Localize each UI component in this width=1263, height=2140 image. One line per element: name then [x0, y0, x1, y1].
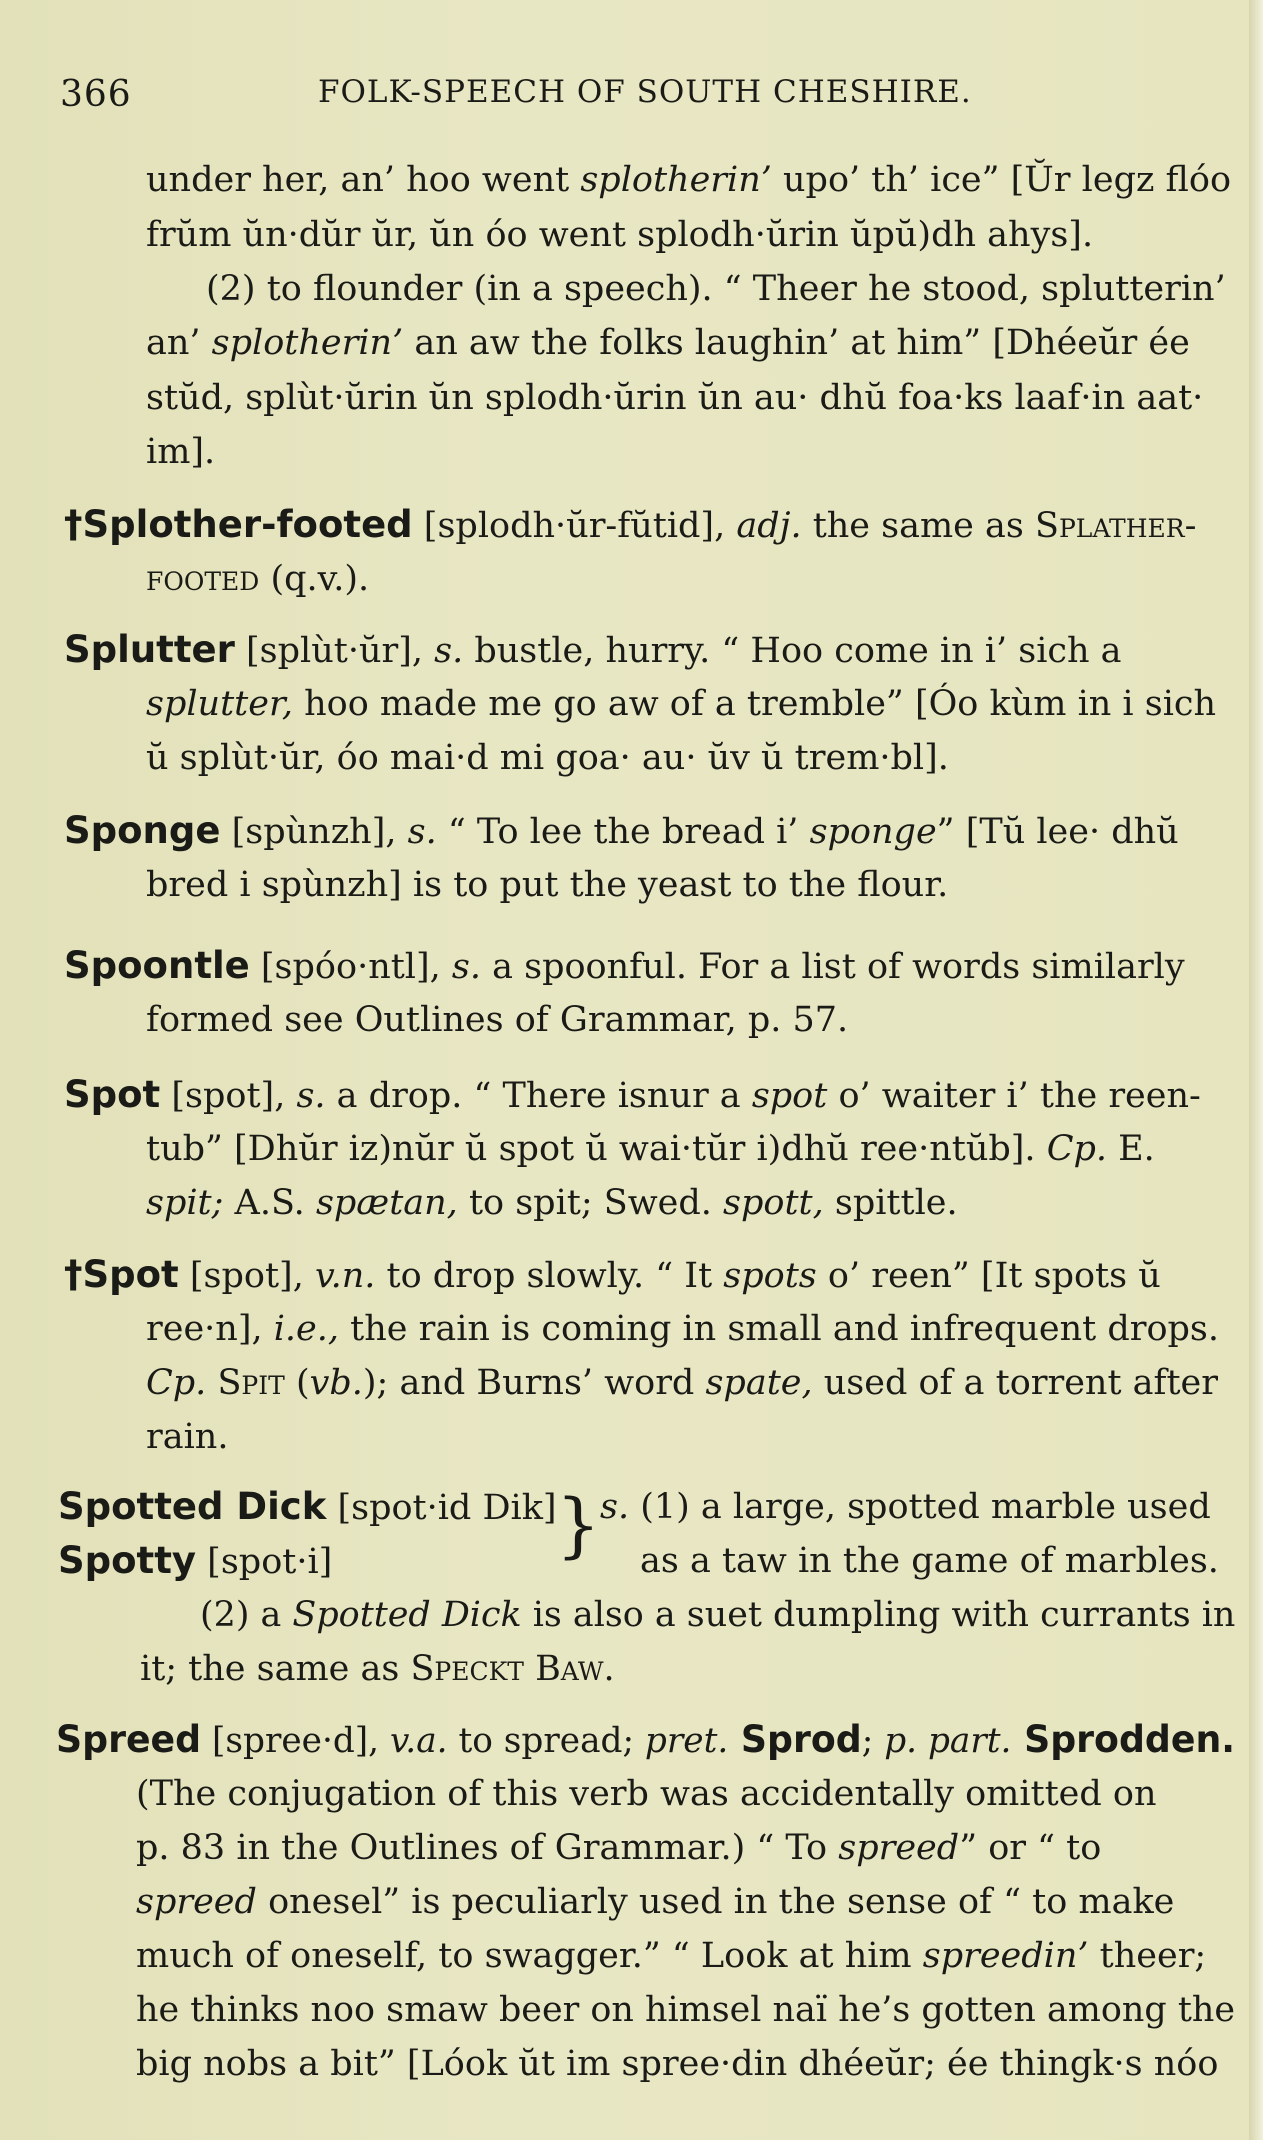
entry-sponge: Sponge [spùnzh], s. “ To lee the bread i’ sponge” [Tŭ lee· dhŭ — [64, 809, 1179, 852]
headword: Spot — [82, 1253, 179, 1296]
headword: Splutter — [64, 628, 235, 671]
entry-line: much of oneself, to swagger.” “ Look at him spreedin’ theer; — [136, 1936, 1207, 1976]
entry-spotty: Spotty [spot·i] — [58, 1539, 333, 1582]
running-title: FOLK-SPEECH OF SOUTH CHESHIRE. — [318, 74, 972, 110]
entry-line: spit; A.S. spætan, to spit; Swed. spott, spittle. — [146, 1183, 958, 1223]
entry-line: formed see Outlines of Grammar, p. 57. — [146, 1000, 849, 1040]
entry-line: (The conjugation of this verb was accidentally omitted on — [136, 1774, 1157, 1814]
entry-line: frŭm ŭn·dŭr ŭr, ŭn óo went splodh·ŭrin ŭpŭ)dh ahys]. — [146, 215, 1094, 255]
headword: Spoontle — [64, 944, 250, 987]
headword: Spreed — [56, 1718, 202, 1761]
entry-splother-footed: †Splother-footed [splodh·ŭr-fŭtid], adj. the same as Splather- — [64, 503, 1197, 546]
entry-splutter: Splutter [splùt·ŭr], s. bustle, hurry. “ Hoo come in i’ sich a — [64, 628, 1122, 671]
entry-spot-verb: †Spot [spot], v.n. to drop slowly. “ It spots o’ reen” [It spots ŭ — [64, 1253, 1161, 1296]
entry-line: tub” [Dhŭr iz)nŭr ŭ spot ŭ wai·tŭr i)dhŭ ree·ntŭb]. Cp. E. — [146, 1129, 1155, 1169]
entry-line: it; the same as Speckt Baw. — [140, 1649, 615, 1689]
entry-line: he thinks noo smaw beer on himsel naï he’s gotten among the — [136, 1990, 1236, 2030]
entry-line: splutter, hoo made me go aw of a tremble” [Óo kùm in i sich — [146, 684, 1217, 724]
entry-spot-noun: Spot [spot], s. a drop. “ There isnur a spot o’ waiter i’ the reen- — [64, 1073, 1201, 1116]
entry-line: as a taw in the game of marbles. — [640, 1541, 1219, 1581]
entry-line: spreed onesel” is peculiarly used in the sense of “ to make — [136, 1882, 1175, 1922]
entry-line: (2) to flounder (in a speech). “ Theer he stood, splutterin’ — [206, 269, 1226, 309]
entry-line: rain. — [146, 1417, 229, 1457]
headword: Splother-footed — [82, 503, 413, 546]
entry-line: ŭ splùt·ŭr, óo mai·d mi goa· au· ŭv ŭ trem·bl]. — [146, 738, 949, 778]
entry-line: big nobs a bit” [Lóok ŭt im spree·din dhéeŭr; ée thingk·s nóo — [136, 2044, 1219, 2084]
entry-line: p. 83 in the Outlines of Grammar.) “ To spreed” or “ to — [136, 1828, 1102, 1868]
headword: Sponge — [64, 809, 221, 852]
entry-spoontle: Spoontle [spóo·ntl], s. a spoonful. For a list of words similarly — [64, 944, 1185, 987]
headword: Spotty — [58, 1539, 197, 1582]
entry-line: bred i spùnzh] is to put the yeast to the flour. — [146, 865, 949, 905]
entry-line: im]. — [146, 432, 216, 472]
entry-line: (2) a Spotted Dick is also a suet dumpling with currants in — [200, 1595, 1236, 1635]
entry-line: ree·n], i.e., the rain is coming in small and infrequent drops. — [146, 1309, 1220, 1349]
page-edge — [1249, 0, 1263, 2140]
entry-line: stŭd, splùt·ŭrin ŭn splodh·ŭrin ŭn au· dhŭ foa·ks laaf·in aat· — [146, 378, 1204, 418]
entry-spotted-dick: Spotted Dick [spot·id Dik] — [58, 1485, 557, 1528]
headword: Spotted Dick — [58, 1485, 327, 1528]
entry-line: an’ splotherin’ an aw the folks laughin’ at him” [Dhéeŭr ée — [146, 323, 1190, 363]
page-number: 366 — [60, 74, 132, 115]
headword: Spot — [64, 1073, 161, 1116]
entry-line: footed (q.v.). — [146, 559, 370, 599]
entry-line: under her, an’ hoo went splotherin’ upo’ th’ ice” [Ŭr legz flóo — [146, 160, 1232, 200]
brace: } — [556, 1484, 601, 1566]
entry-line: s. (1) a large, spotted marble used — [600, 1487, 1211, 1527]
entry-line: Cp. Spit (vb.); and Burns’ word spate, used of a torrent after — [146, 1363, 1218, 1403]
entry-spreed: Spreed [spree·d], v.a. to spread; pret. Sprod; p. part. Sprodden. — [56, 1718, 1236, 1761]
